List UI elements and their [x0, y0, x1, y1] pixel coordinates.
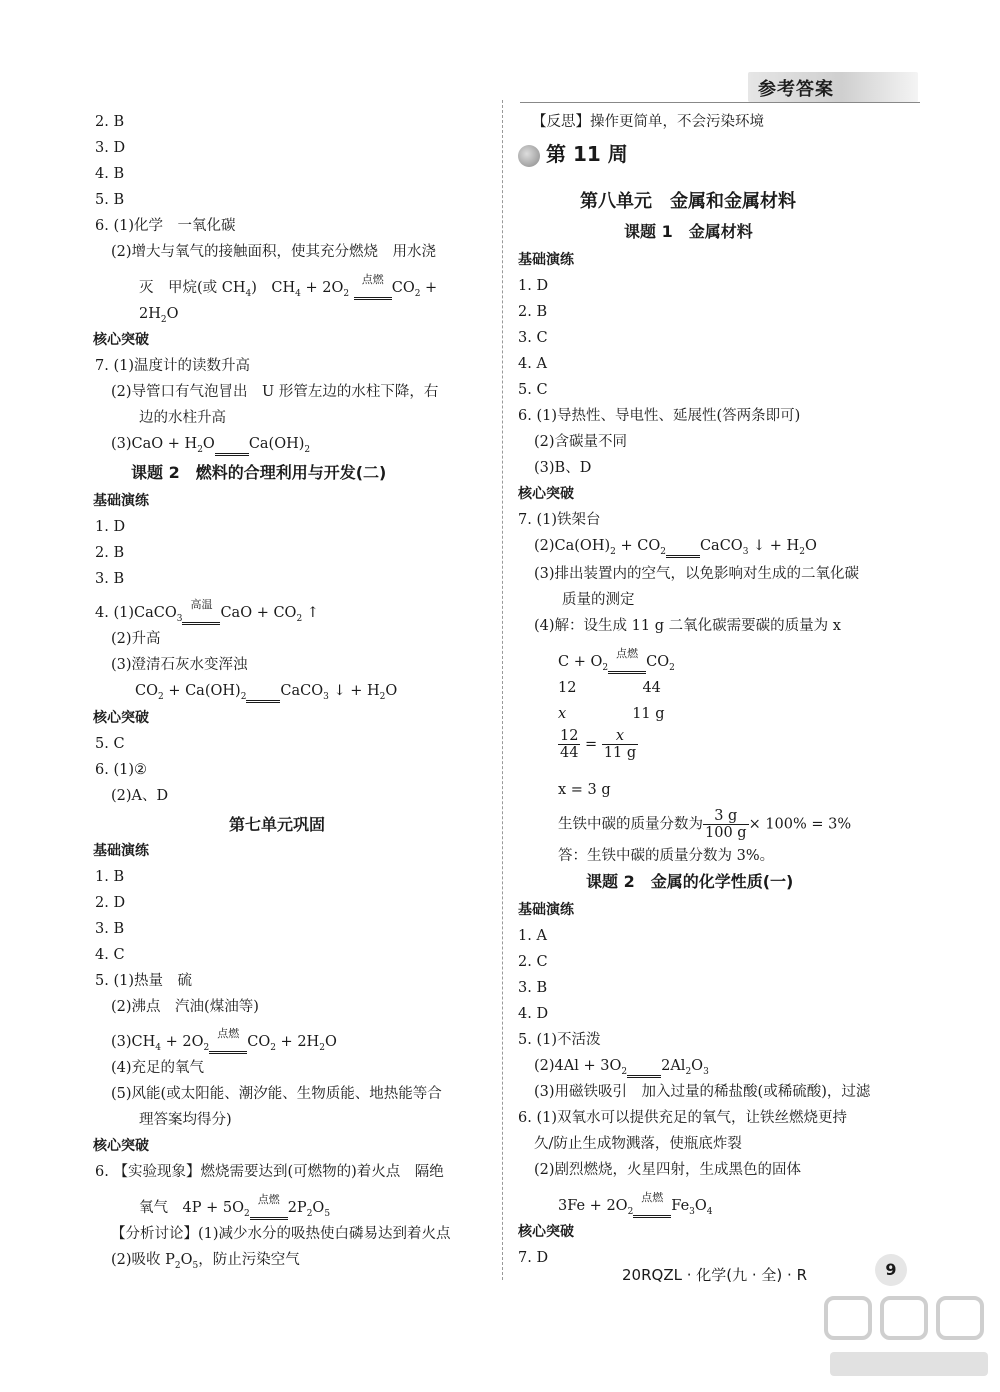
text: 44 [642, 680, 661, 696]
answer-line: 2. C [518, 954, 548, 970]
text: 2H [139, 306, 161, 322]
calc-line [558, 678, 661, 698]
reaction-equals [215, 443, 249, 460]
text: = [580, 736, 602, 753]
sub: 4 [245, 288, 252, 299]
answer-line: 5. C [518, 382, 548, 398]
text: 11 g [632, 706, 665, 722]
section-heading: 基础演练 [93, 493, 149, 509]
answer-line: 4. C [95, 947, 125, 963]
text: (3)CaO + H [111, 436, 198, 452]
denominator: 100 g [705, 825, 747, 841]
text: CaO + CO [220, 605, 297, 621]
unit-review-heading: 第七单元巩固 [229, 815, 326, 834]
answer-line: 4. A [518, 356, 547, 372]
page-number: 9 [875, 1254, 907, 1286]
answer-line: 1. D [95, 519, 126, 535]
text: 4. (1)CaCO [95, 605, 177, 621]
unit-heading: 第八单元 金属和金属材料 [580, 191, 796, 212]
footer-book-code: 20RQZL · 化学(九 · 全) · R [622, 1266, 807, 1284]
condition-label: 点燃 [616, 646, 639, 660]
answer-line: (4)解：设生成 11 g 二氧化碳需要碳的质量为 x [534, 618, 841, 634]
answer-line: (3)排出装置内的空气，以免影响对生成的二氧化碳 [534, 566, 860, 582]
equation-line [558, 1190, 713, 1222]
sub: 2 [304, 444, 311, 455]
text: 12 [558, 680, 577, 696]
section-heading: 基础演练 [518, 902, 574, 918]
answer-line: (5)风能(或太阳能、潮汐能、生物质能、地热能等合 [111, 1086, 442, 1102]
sub: 2 [296, 613, 303, 624]
sub: 5 [192, 1260, 199, 1271]
condition-label: 点燃 [361, 272, 384, 286]
equation-line [111, 1026, 337, 1058]
equation-line [111, 1250, 300, 1276]
sub: 2 [343, 288, 350, 299]
text: + [420, 280, 438, 296]
answer-line: 6. (1)双氧水可以提供充足的氧气，让铁丝燃烧更持 [518, 1110, 847, 1126]
section-heading: 核心突破 [93, 1138, 149, 1154]
condition-label: 点燃 [641, 1190, 664, 1204]
equation-line [139, 272, 438, 304]
text: O [324, 1034, 337, 1050]
condition-label: 高温 [190, 597, 213, 611]
sub: 2 [243, 1208, 250, 1219]
text: O [694, 1198, 707, 1214]
answer-line: (2)含碳量不同 [534, 434, 628, 450]
answer-line: 久/防止生成物溅落，使瓶底炸裂 [534, 1136, 742, 1152]
sub: 3 [689, 1206, 695, 1217]
text: (2)4Al + 3O [534, 1058, 622, 1074]
section-heading: 基础演练 [518, 252, 574, 268]
equation-line [135, 681, 397, 707]
answer-line: 5. (1)不活泼 [518, 1032, 601, 1048]
text: x [558, 706, 567, 722]
answer-line: 3. D [95, 140, 126, 156]
section-heading: 核心突破 [518, 1224, 574, 1240]
sub: 4 [706, 1206, 713, 1217]
numerator: 3 g [703, 808, 749, 825]
text: Fe [671, 1198, 690, 1214]
sub: 2 [660, 546, 666, 557]
topic-heading: 课题 2 燃料的合理利用与开发(二) [131, 463, 387, 482]
text: O [202, 436, 215, 452]
text: O [180, 1252, 193, 1268]
text: × 100% = 3% [748, 816, 852, 833]
answer-line: 6. (1)② [95, 762, 147, 778]
sub: 3 [323, 691, 329, 702]
answer-line: (2)剧烈燃烧，火星四射，生成黑色的固体 [534, 1162, 802, 1178]
sub: 2 [319, 1042, 325, 1053]
text: CO [391, 280, 415, 296]
calc-line: x = 3 g [558, 782, 611, 798]
fraction [703, 808, 749, 841]
reaction-condition [633, 1190, 671, 1222]
text: (2)Ca(OH) [534, 538, 611, 554]
answer-line: (3)澄清石灰水变浑浊 [111, 657, 248, 673]
sub: 2 [610, 546, 616, 557]
reaction-condition [608, 646, 646, 678]
answer-line: 【分析讨论】(1)减少水分的吸热使白磷易达到着火点 [111, 1226, 451, 1242]
text: C + O [558, 654, 603, 670]
topic-heading: 课题 1 金属材料 [624, 222, 753, 241]
answer-line: 1. D [518, 278, 549, 294]
fraction [558, 728, 580, 761]
text: O [312, 1200, 325, 1216]
answer-line: (4)充足的氧气 [111, 1060, 205, 1076]
equation-line [95, 597, 319, 629]
denominator: 44 [560, 745, 579, 761]
answer-line: 3. B [95, 571, 125, 587]
answer-line: 7. (1)温度计的读数升高 [95, 358, 250, 374]
answer-line: 5. C [95, 736, 125, 752]
answer-line: 6. 【实验现象】燃烧需要达到(可燃物的)着火点 隔绝 [95, 1164, 444, 1180]
topic-heading: 课题 2 金属的化学性质(一) [586, 872, 794, 891]
text: 2Al [661, 1058, 686, 1074]
answer-line: 1. A [518, 928, 547, 944]
answer-line: (2)沸点 汽油(煤油等) [111, 999, 259, 1015]
text: O [385, 683, 398, 699]
sub: 4 [295, 288, 301, 299]
sub: 2 [197, 444, 203, 455]
reaction-condition [182, 597, 220, 629]
answer-line: 7. (1)铁架台 [518, 512, 601, 528]
section-heading: 核心突破 [93, 710, 149, 726]
text: ，防止污染空气 [198, 1252, 300, 1268]
text: 2P [287, 1200, 307, 1216]
calc-line [558, 808, 851, 841]
week-marker-icon [518, 145, 540, 167]
equation-line [139, 304, 179, 330]
sub: 2 [685, 1066, 692, 1077]
answer-line: (3)B、D [534, 460, 592, 476]
answer-line: (2)导管口有气泡冒出 U 形管左边的水柱下降，右 [111, 384, 439, 400]
answer-line: 答：生铁中碳的质量分数为 3%。 [558, 848, 775, 864]
week-title: 第 11 周 [546, 142, 628, 166]
sub: 2 [160, 314, 167, 325]
reaction-equals [627, 1065, 661, 1082]
denominator: 11 g [603, 745, 637, 761]
text: + 2H [275, 1034, 320, 1050]
text: 灭 甲烷(或 CH [139, 280, 246, 296]
proportion-line [558, 728, 638, 761]
answer-line: 理答案均得分) [139, 1112, 232, 1128]
numerator: x [602, 728, 638, 745]
text: O [691, 1058, 704, 1074]
sub: 3 [703, 1066, 709, 1077]
sub: 2 [799, 546, 805, 557]
condition-label: 点燃 [217, 1026, 240, 1040]
sub: 5 [324, 1208, 331, 1219]
sub: 2 [240, 691, 247, 702]
section-heading: 核心突破 [93, 332, 149, 348]
equation-line [111, 434, 310, 460]
text: ) CH [251, 280, 296, 296]
header-label: 参考答案 [758, 79, 834, 100]
reaction-condition [209, 1026, 247, 1058]
week-heading [518, 144, 628, 167]
sub: 2 [174, 1260, 181, 1271]
reaction-equals [666, 545, 700, 562]
text: 氧气 4P + 5O [139, 1200, 244, 1216]
text: CO [247, 1034, 271, 1050]
answer-line: 6. (1)导热性、导电性、延展性(答两条即可) [518, 408, 801, 424]
equation-line [534, 536, 817, 562]
sub: 3 [176, 613, 183, 624]
text: (2)吸收 P [111, 1252, 175, 1268]
equation-line [139, 1192, 331, 1224]
text: ↓ + H [328, 683, 380, 699]
equation-line [534, 1056, 709, 1082]
watermark-logo-icon [820, 1290, 995, 1385]
answer-line: 5. (1)热量 硫 [95, 973, 192, 989]
answer-line: 质量的测定 [562, 592, 635, 608]
sub: 2 [621, 1066, 628, 1077]
answer-line: 4. B [95, 166, 125, 182]
text: CaCO [699, 538, 743, 554]
section-heading: 基础演练 [93, 843, 149, 859]
fraction [602, 728, 638, 761]
reaction-equals [246, 690, 280, 707]
numerator: 12 [560, 728, 579, 744]
text: ↑ [302, 605, 319, 621]
answer-line: 2. D [95, 895, 126, 911]
sub: 2 [602, 662, 609, 673]
answer-line: 4. D [518, 1006, 549, 1022]
text: CO [135, 683, 158, 699]
text: CaCO [280, 683, 324, 699]
text: 3Fe + 2O [558, 1198, 628, 1214]
text: + CO [615, 538, 661, 554]
sub: 2 [306, 1208, 313, 1219]
section-heading: 核心突破 [518, 486, 574, 502]
sub: 3 [742, 546, 749, 557]
answer-line: 1. B [95, 869, 125, 885]
answer-line: (2)升高 [111, 631, 161, 647]
answer-line: 2. B [95, 545, 125, 561]
text: O [804, 538, 817, 554]
text: CO [646, 654, 670, 670]
text: ↓ + H [748, 538, 800, 554]
calc-line [558, 704, 665, 724]
text: 生铁中碳的质量分数为 [558, 816, 703, 833]
sub: 2 [203, 1042, 210, 1053]
text: + Ca(OH) [163, 683, 241, 699]
sub: 2 [414, 288, 421, 299]
text: Ca(OH) [248, 436, 305, 452]
answer-line: 3. B [95, 921, 125, 937]
header-rule [520, 102, 920, 103]
answer-line: 5. B [95, 192, 125, 208]
text: + 2O [300, 280, 344, 296]
answer-line: 6. (1)化学 一氧化碳 [95, 218, 236, 234]
sub: 2 [157, 691, 164, 702]
sub: 2 [627, 1206, 634, 1217]
answer-line: 【反思】操作更简单，不会污染环境 [532, 114, 764, 130]
column-divider [502, 100, 503, 1280]
answer-line: 2. B [518, 304, 548, 320]
equation-line [558, 646, 675, 678]
sub: 2 [270, 1042, 276, 1053]
answer-line: 边的水柱升高 [139, 410, 226, 426]
sub: 2 [669, 662, 675, 673]
answer-line: 3. C [518, 330, 548, 346]
answer-line: (2)A、D [111, 788, 169, 804]
answer-line: 3. B [518, 980, 548, 996]
answer-line: (3)用磁铁吸引 加入过量的稀盐酸(或稀硫酸)，过滤 [534, 1084, 871, 1100]
answer-line: (2)增大与氧气的接触面积，使其充分燃烧 用水浇 [111, 244, 437, 260]
condition-label: 点燃 [257, 1192, 280, 1206]
sub: 4 [155, 1042, 162, 1053]
reaction-condition [250, 1192, 288, 1224]
sub: 2 [379, 691, 386, 702]
reaction-condition [354, 272, 392, 304]
text: (3)CH [111, 1034, 156, 1050]
text: + 2O [161, 1034, 204, 1050]
answer-line: 7. D [518, 1250, 549, 1266]
text: O [166, 306, 179, 322]
answer-line: 2. B [95, 114, 125, 130]
